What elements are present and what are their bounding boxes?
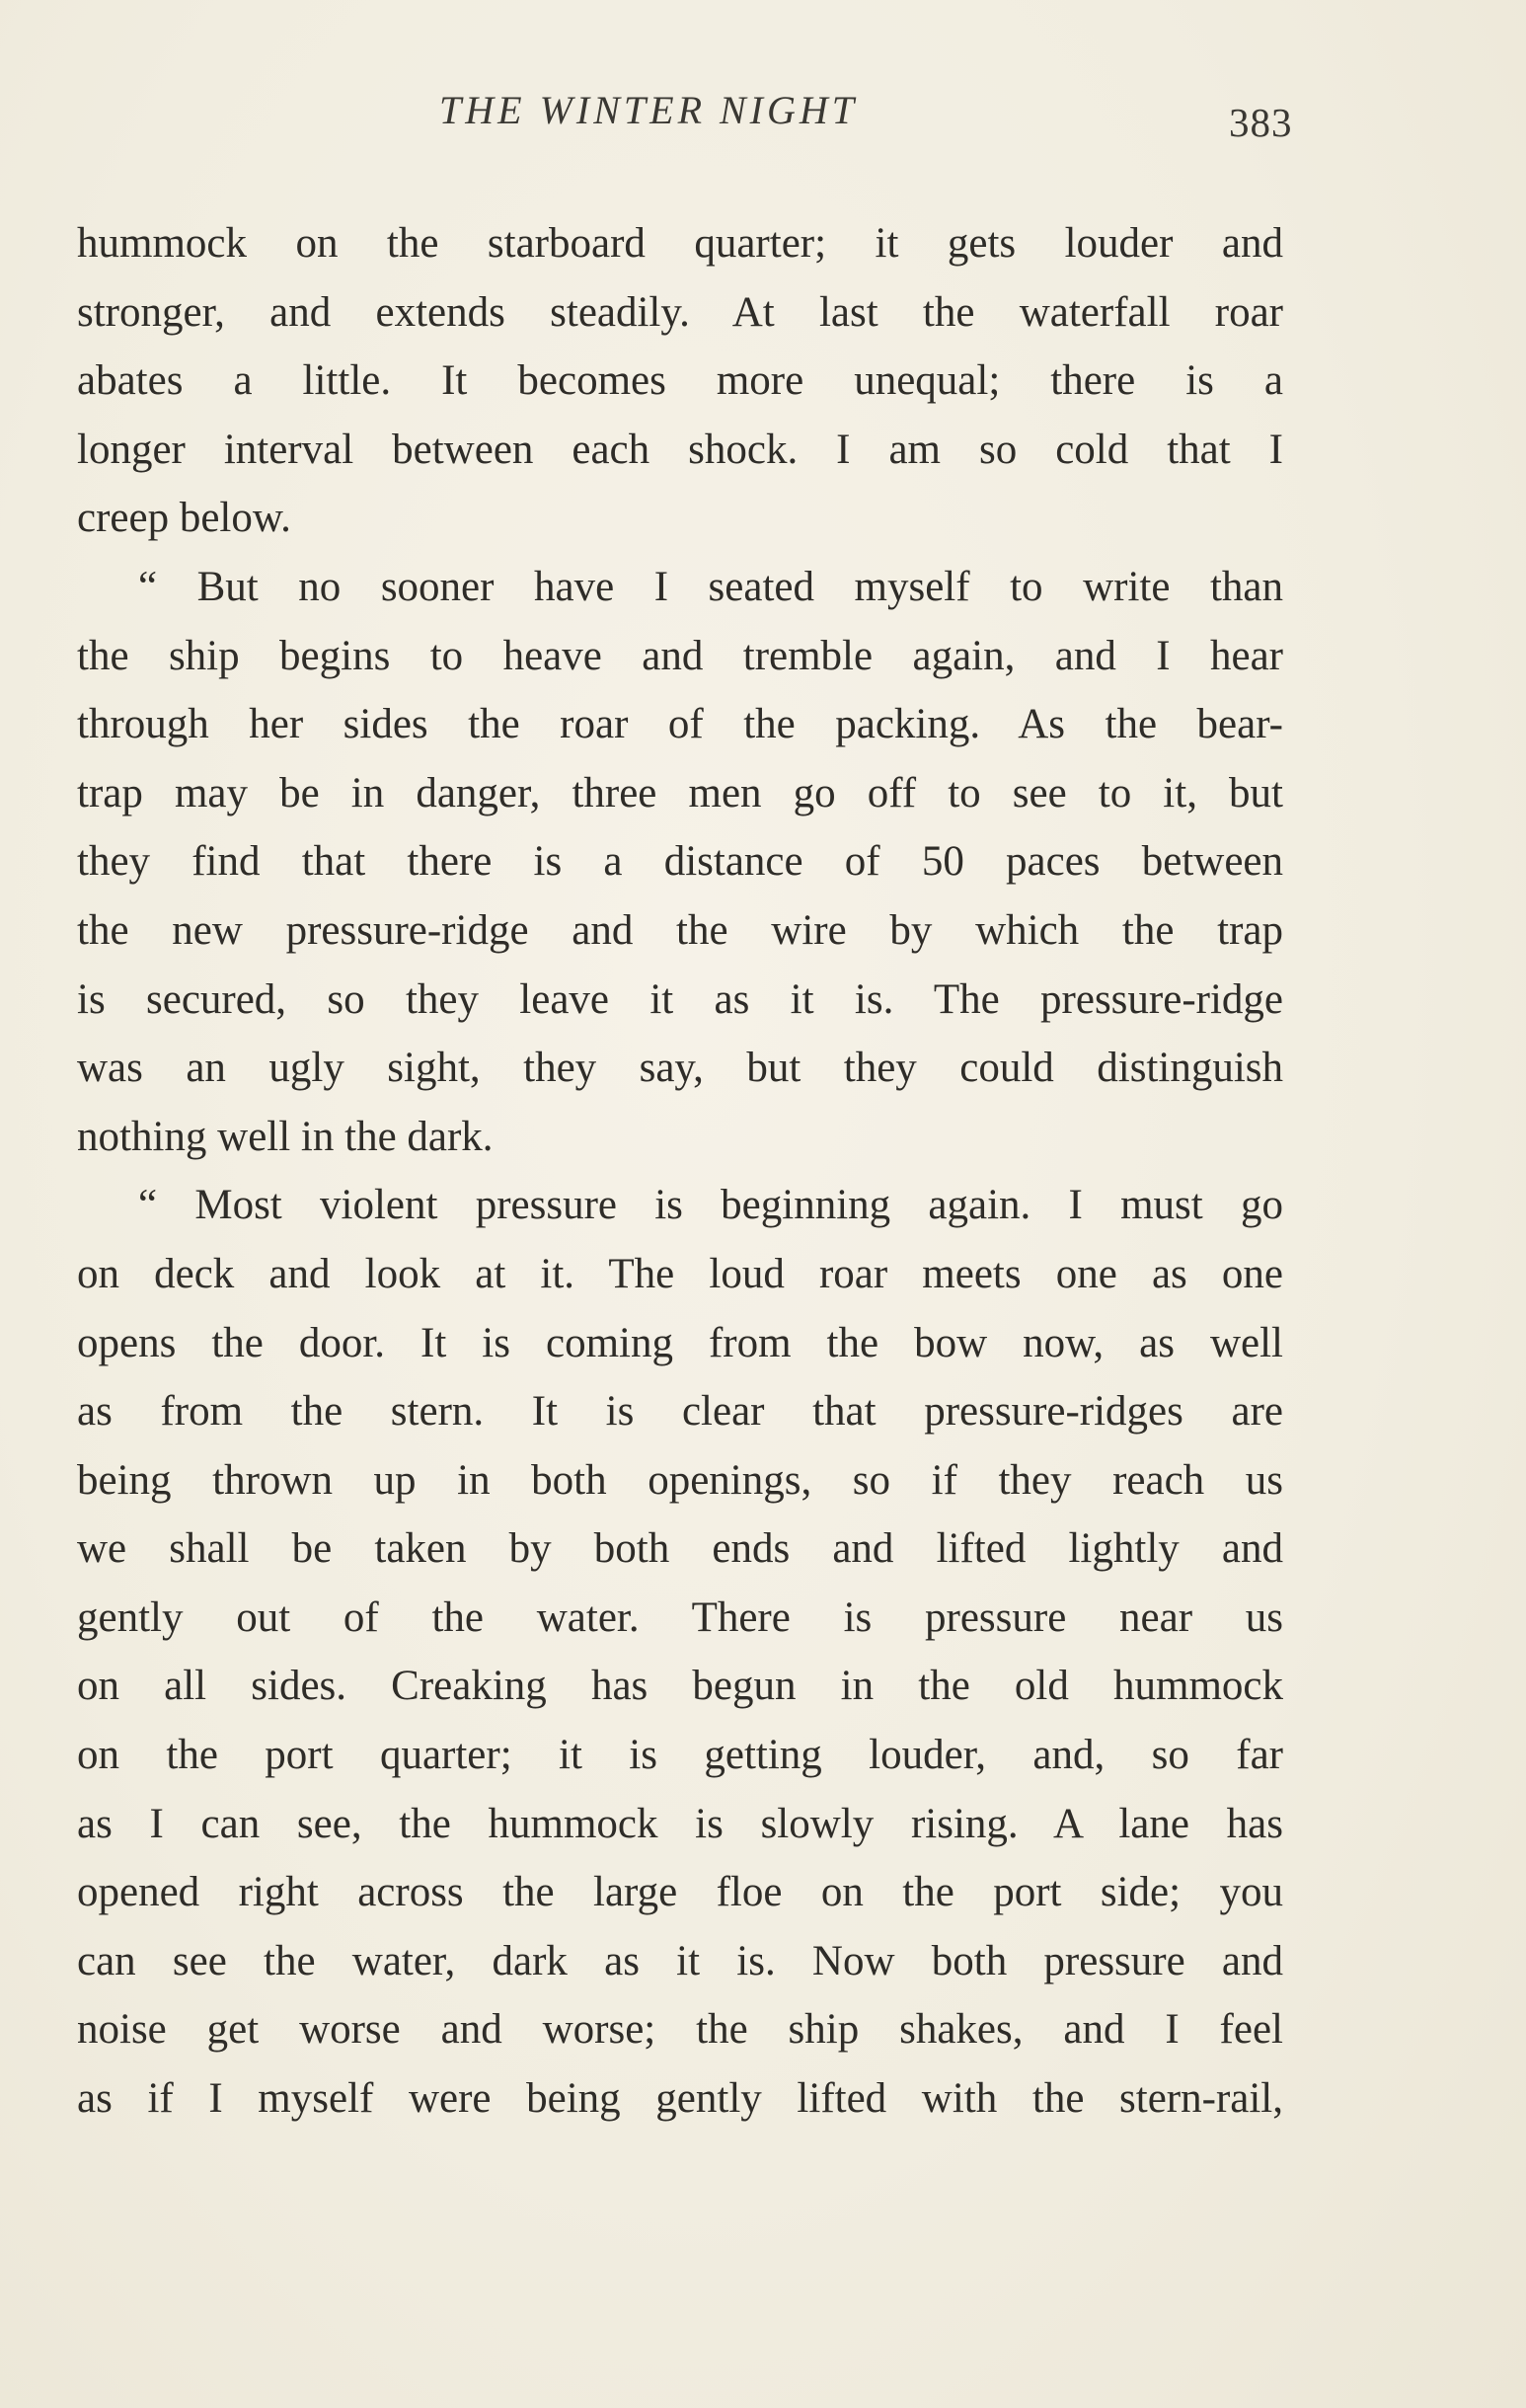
running-head xyxy=(0,87,1526,146)
text-line: creep below. xyxy=(77,495,291,542)
running-title: THE WINTER NIGHT xyxy=(439,88,859,132)
text-line: opens the door. It is coming from the bow now, as well xyxy=(77,1319,1283,1366)
text-line: can see the water, dark as it is. Now both pressure and xyxy=(77,1937,1283,1984)
text-line: hummock on the starboard quarter; it gets louder and xyxy=(77,220,1283,267)
text-line: on all sides. Creaking has begun in the old hummock xyxy=(77,1663,1283,1710)
text-line: noise get worse and worse; the ship shakes, and I feel xyxy=(77,2006,1283,2054)
body-text xyxy=(77,209,1283,2134)
text-line: on the port quarter; it is getting louder, and, so far xyxy=(77,1732,1283,1779)
text-line: on deck and look at it. The loud roar meets one as one xyxy=(77,1250,1283,1297)
text-line: is secured, so they leave it as it is. The pressure-ridge xyxy=(77,975,1283,1023)
text-line: being thrown up in both openings, so if they reach us xyxy=(77,1456,1283,1504)
text-line: gently out of the water. There is pressure near us xyxy=(77,1593,1283,1641)
text-line: as from the stern. It is clear that pressure-ridges are xyxy=(77,1388,1283,1436)
text-line: was an ugly sight, they say, but they could distinguish xyxy=(77,1045,1283,1092)
text-line: the new pressure-ridge and the wire by which the trap xyxy=(77,906,1283,954)
text-line: opened right across the large floe on the port side; you xyxy=(77,1869,1283,1916)
text-line: through her sides the roar of the packing. As the bear- xyxy=(77,701,1283,748)
text-line: “ But no sooner have I seated myself to write than xyxy=(138,563,1283,610)
text-line: they find that there is a distance of 50 paces between xyxy=(77,838,1283,886)
text-line: longer interval between each shock. I am so cold that I xyxy=(77,426,1283,473)
text-line: trap may be in danger, three men go off to see to it, but xyxy=(77,769,1283,816)
text-line: nothing well in the dark. xyxy=(77,1113,494,1160)
text-line: “ Most violent pressure is beginning again. I must go xyxy=(138,1182,1283,1229)
text-line: we shall be taken by both ends and lifted lightly and xyxy=(77,1525,1283,1573)
text-line: as I can see, the hummock is slowly rising. A lane has xyxy=(77,1800,1283,1847)
text-line: abates a little. It becomes more unequal; there is a xyxy=(77,357,1283,405)
text-line: as if I myself were being gently lifted with the stern-rail, xyxy=(77,2075,1283,2123)
page-number: 383 xyxy=(1229,100,1293,145)
text-line: stronger, and extends steadily. At last the waterfall roar xyxy=(77,288,1283,336)
text-line: the ship begins to heave and tremble again, and I hear xyxy=(77,632,1283,679)
